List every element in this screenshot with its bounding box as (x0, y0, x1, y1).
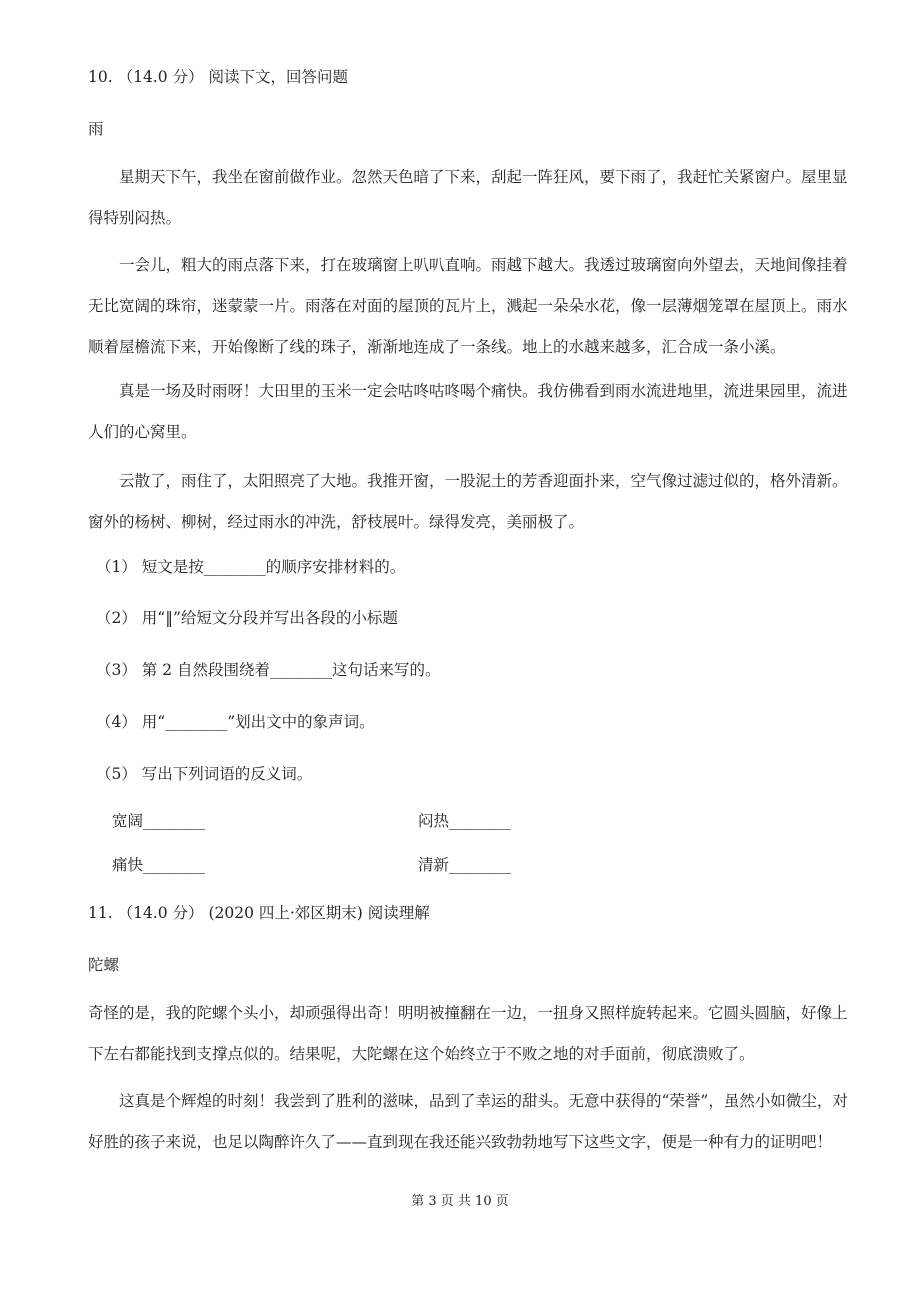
antonym-item: 清新________ (418, 856, 512, 874)
antonym-item: 宽阔________ (112, 812, 206, 830)
page-footer: 第 3 页 共 10 页 (411, 1194, 509, 1209)
q10-subquestion-5: （5） 写出下列词语的反义词。 (96, 765, 313, 783)
q11-header: 11. （14.0 分） (2020 四上·郊区期末) 阅读理解 (88, 904, 430, 922)
q11-paragraph-2: 这真是个辉煌的时刻！我尝到了胜利的滋味，品到了幸运的甜头。无意中获得的“荣誉”，虽然小如微尘，对好胜的孩子来说，也足以陶醉许久了——直到现在我还能兴致勃勃地写下这些文字，便是一种有力的证明吧！ (88, 1092, 848, 1151)
q10-subquestion-4: （4） 用“________”划出文中的象声词。 (96, 713, 375, 731)
antonym-item: 闷热________ (418, 812, 512, 830)
q10-paragraph-3: 真是一场及时雨呀！大田里的玉米一定会咕咚咕咚喝个痛快。我仿佛看到雨水流进地里，流进果园里，流进人们的心窝里。 (88, 382, 848, 441)
q11-paragraph-1: 奇怪的是，我的陀螺个头小，却顽强得出奇！明明被撞翻在一边，一扭身又照样旋转起来。它圆头圆脑，好像上下左右都能找到支撑点似的。结果呢，大陀螺在这个始终立于不败之地的对手面前，彻底溃败了。 (88, 1004, 848, 1063)
antonym-item: 痛快________ (112, 856, 206, 874)
q10-subquestion-2: （2） 用“‖”给短文分段并写出各段的小标题 (96, 609, 398, 627)
q10-paragraph-2: 一会儿，粗大的雨点落下来，打在玻璃窗上叭叭直响。雨越下越大。我透过玻璃窗向外望去，天地间像挂着无比宽阔的珠帘，迷蒙蒙一片。雨落在对面的屋顶的瓦片上，溅起一朵朵水花，像一层薄烟笼罩在屋顶上。雨水顺着屋檐流下来，开始像断了线的珠子，渐渐地连成了一条线。地上的水越来越多，汇合成一条小溪。 (88, 256, 848, 356)
q10-subquestion-3: （3） 第 2 自然段围绕着________这句话来写的。 (96, 661, 441, 679)
q10-title: 雨 (88, 120, 104, 138)
q10-subquestion-1: （1） 短文是按________的顺序安排材料的。 (96, 558, 406, 576)
q10-paragraph-1: 星期天下午，我坐在窗前做作业。忽然天色暗了下来，刮起一阵狂风，要下雨了，我赶忙关紧窗户。屋里显得特别闷热。 (88, 168, 848, 227)
q10-paragraph-4: 云散了，雨住了，太阳照亮了大地。我推开窗，一股泥土的芳香迎面扑来，空气像过滤过似的，格外清新。窗外的杨树、柳树，经过雨水的冲洗，舒枝展叶。绿得发亮，美丽极了。 (88, 472, 848, 531)
q10-header: 10. （14.0 分） 阅读下文，回答问题 (88, 68, 348, 86)
q11-title: 陀螺 (88, 956, 120, 974)
